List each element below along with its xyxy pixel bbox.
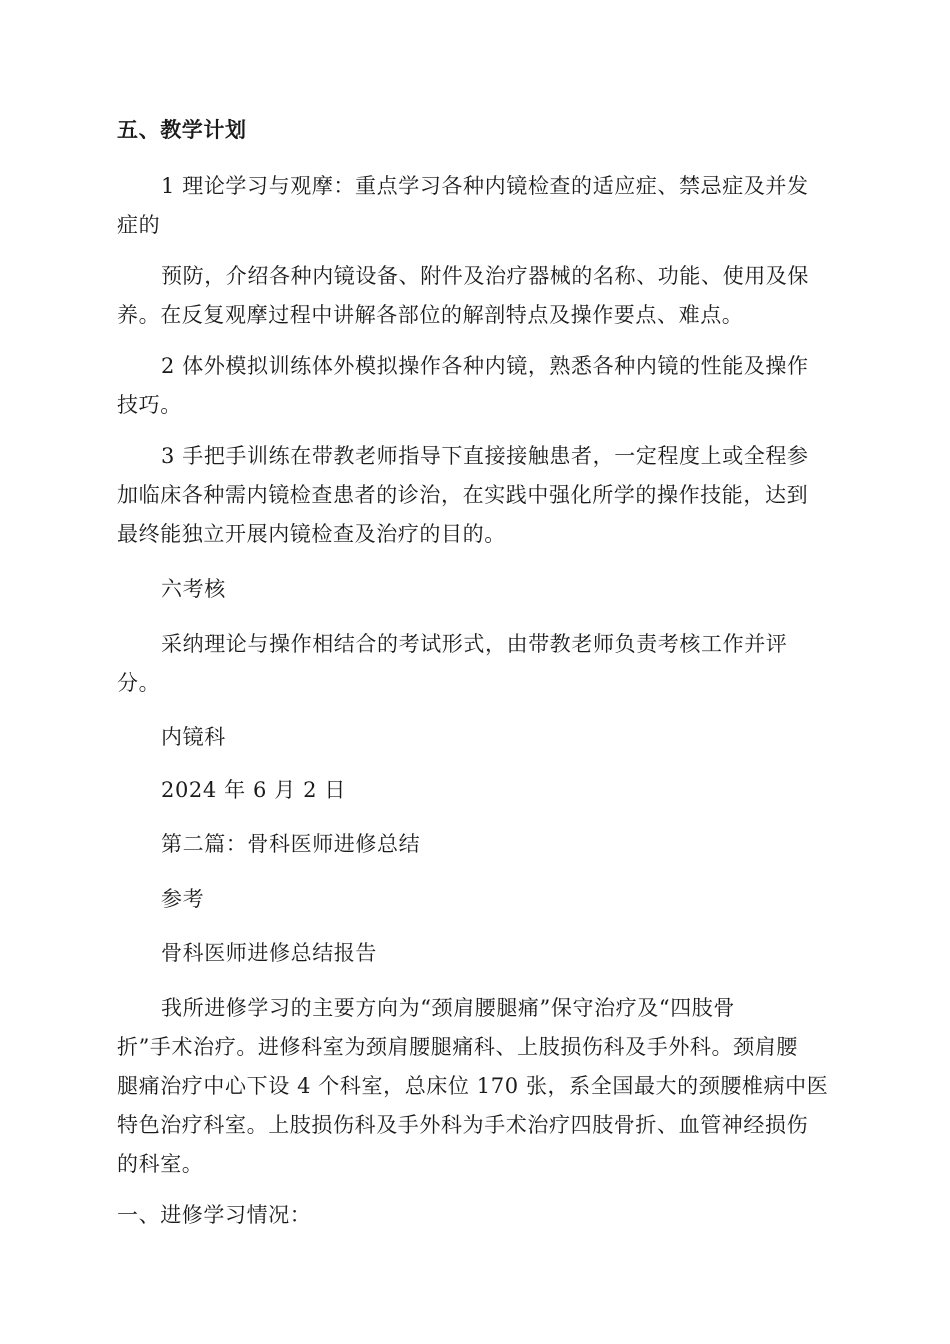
paragraph-intro [117,989,833,1184]
document-date: 2024 年 6 月 2 日 [161,778,346,802]
paragraph-line: 预防，介绍各种内镜设备、附件及治疗器械的名称、功能、使用及保 [161,264,809,288]
reference-label: 参考 [161,887,205,911]
paragraph-line: 腿痛治疗中心下设 4 个科室，总床位 170 张，系全国最大的颈腰椎病中医 [117,1074,829,1098]
paragraph-line: 技巧。 [117,393,182,417]
paragraph-line: 加临床各种需内镜检查患者的诊治，在实践中强化所学的操作技能，达到 [117,483,809,507]
paragraph-line: 折”手术治疗。进修科室为颈肩腰腿痛科、上肢损伤科及手外科。颈肩腰 [117,1035,798,1059]
report-title: 骨科医师进修总结报告 [161,941,377,965]
paragraph-line: 养。在反复观摩过程中讲解各部位的解剖特点及操作要点、难点。 [117,303,744,327]
paragraph-line: 采纳理论与操作相结合的考试形式，由带教老师负责考核工作并评 [161,632,788,656]
paragraph-line: 的科室。 [117,1152,204,1176]
paragraph-line: 最终能独立开展内镜检查及治疗的目的。 [117,522,506,546]
paragraph-line: 我所进修学习的主要方向为“颈肩腰腿痛”保守治疗及“四肢骨 [161,996,736,1020]
paragraph-hands-on-training [117,437,833,554]
paragraph-line: 1 理论学习与观摩：重点学习各种内镜检查的适应症、禁忌症及并发 [161,174,809,198]
paragraph-line: 3 手把手训练在带教老师指导下直接接触患者，一定程度上或全程参 [161,444,809,468]
paragraph-line: 分。 [117,671,161,695]
paragraph-line: 特色治疗科室。上肢损伤科及手外科为手术治疗四肢骨折、血管神经损伤 [117,1113,809,1137]
paragraph-exam [117,625,833,703]
section-heading-teaching-plan: 五、教学计划 [117,118,247,142]
paragraph-theory-study-cont [117,257,833,335]
section-heading-exam: 六考核 [161,577,226,601]
paragraph-simulation-training [117,347,833,425]
section-heading-study-situation: 一、进修学习情况： [117,1203,312,1227]
part-two-title: 第二篇：骨科医师进修总结 [161,832,421,856]
paragraph-line: 症的 [117,213,161,237]
department-signature: 内镜科 [161,725,226,749]
paragraph-line: 2 体外模拟训练体外模拟操作各种内镜，熟悉各种内镜的性能及操作 [161,354,809,378]
paragraph-theory-study [117,167,833,245]
